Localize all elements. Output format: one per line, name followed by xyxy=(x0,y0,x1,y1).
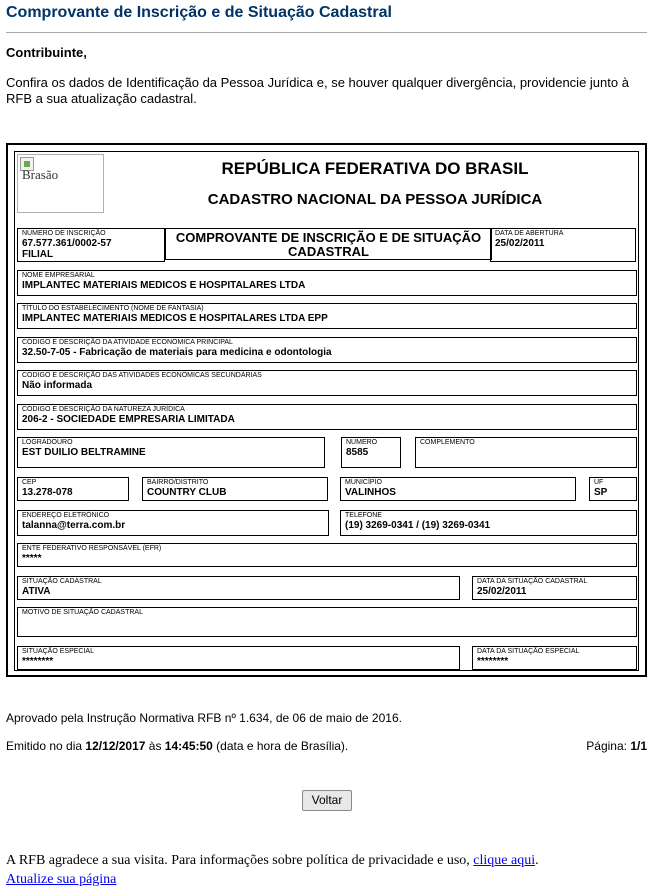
field-label: TELEFONE xyxy=(345,512,382,519)
field-titulo-estabelecimento xyxy=(17,303,637,329)
thanks-message: A RFB agradece a sua visita. Para informações sobre política de privacidade e uso, xyxy=(6,853,474,868)
certificate-header-cnpj: CADASTRO NACIONAL DA PESSOA JURÍDICA xyxy=(207,191,543,208)
field-label: COMPLEMENTO xyxy=(420,439,475,446)
field-numero-inscricao xyxy=(17,228,165,262)
certificate-header-republic: REPÚBLICA FEDERATIVA DO BRASIL xyxy=(221,159,529,178)
field-label: DATA DA SITUAÇÃO ESPECIAL xyxy=(477,648,580,655)
field-label: CÓDIGO E DESCRIÇÃO DA NATUREZA JURÍDICA xyxy=(22,406,185,413)
field-label: NÚMERO DE INSCRIÇÃO xyxy=(22,230,106,237)
field-value: 32.50-7-05 - Fabricação de materiais para medicina e odontologia xyxy=(22,347,332,358)
field-value: IMPLANTEC MATERIAIS MEDICOS E HOSPITALARES LTDA EPP xyxy=(22,313,328,324)
privacy-link[interactable]: clique aqui xyxy=(473,853,536,868)
field-atividade-principal xyxy=(17,337,637,363)
approval-note: Aprovado pela Instrução Normativa RFB nº 1.634, de 06 de maio de 2016. xyxy=(6,711,402,725)
field-label: SITUAÇÃO ESPECIAL xyxy=(22,648,94,655)
field-value: (19) 3269-0341 / (19) 3269-0341 xyxy=(345,520,491,531)
thanks-text xyxy=(6,853,539,869)
field-label: NÚMERO xyxy=(346,439,378,446)
field-label: MUNICÍPIO xyxy=(345,479,382,486)
field-value: 25/02/2011 xyxy=(495,238,545,249)
field-label: CEP xyxy=(22,479,37,486)
field-value: SP xyxy=(594,487,608,498)
field-bairro xyxy=(142,477,328,501)
field-value: ATIVA xyxy=(22,586,51,597)
field-value-secondary: FILIAL xyxy=(22,249,54,260)
field-numero xyxy=(341,437,401,468)
field-atividades-secundarias xyxy=(17,370,637,396)
field-label: ENDEREÇO ELETRÔNICO xyxy=(22,512,110,519)
page-title: Comprovante de Inscrição e de Situação Cadastral xyxy=(6,4,392,21)
field-cep xyxy=(17,477,129,501)
thanks-end: . xyxy=(535,853,539,868)
certificate-inner-frame xyxy=(14,151,639,671)
emission-prefix: Emitido no dia xyxy=(6,739,86,753)
field-telefone xyxy=(340,510,637,536)
field-data-situacao-especial xyxy=(472,646,637,670)
field-uf xyxy=(589,477,637,501)
field-value: 8585 xyxy=(346,447,369,458)
emission-suffix: (data e hora de Brasília). xyxy=(212,739,349,753)
page-value: 1/1 xyxy=(630,739,647,753)
field-natureza-juridica xyxy=(17,404,637,430)
field-label: DATA DA SITUAÇÃO CADASTRAL xyxy=(477,578,588,585)
back-button[interactable]: Voltar xyxy=(302,790,352,811)
field-label: UF xyxy=(594,479,604,486)
field-value: IMPLANTEC MATERIAIS MEDICOS E HOSPITALARES LTDA xyxy=(22,280,306,291)
page-indicator xyxy=(586,739,647,753)
field-value: 67.577.361/0002-57 xyxy=(22,238,112,249)
title-divider xyxy=(6,32,647,33)
emission-info xyxy=(6,739,348,753)
field-value: ******** xyxy=(477,656,509,667)
field-label: MOTIVO DE SITUAÇÃO CADASTRAL xyxy=(22,609,143,616)
field-label: LOGRADOURO xyxy=(22,439,73,446)
field-value: talanna@terra.com.br xyxy=(22,520,126,531)
emission-middle: às xyxy=(145,739,165,753)
field-logradouro xyxy=(17,437,325,468)
field-label: NOME EMPRESARIAL xyxy=(22,272,95,279)
coat-of-arms-image xyxy=(17,154,104,213)
page-label: Página: xyxy=(586,739,631,753)
field-motivo-situacao xyxy=(17,607,637,637)
field-label: TÍTULO DO ESTABELECIMENTO (NOME DE FANTASIA) xyxy=(22,305,204,312)
field-value: VALINHOS xyxy=(345,487,396,498)
field-situacao-cadastral xyxy=(17,576,460,600)
refresh-page-link[interactable]: Atualize sua página xyxy=(6,872,117,887)
field-nome-empresarial xyxy=(17,270,637,296)
field-value: 25/02/2011 xyxy=(477,586,527,597)
field-value: 206-2 - SOCIEDADE EMPRESARIA LIMITADA xyxy=(22,414,235,425)
intro-text: Confira os dados de Identificação da Pessoa Jurídica e, se houver qualquer divergência, providencie junto à RFB a sua atualização cadastral. xyxy=(6,75,629,106)
field-label: CÓDIGO E DESCRIÇÃO DAS ATIVIDADES ECONÔMICAS SECUNDÁRIAS xyxy=(22,372,262,379)
field-value: EST DUILIO BELTRAMINE xyxy=(22,447,146,458)
field-data-situacao-cadastral xyxy=(472,576,637,600)
field-value: COUNTRY CLUB xyxy=(147,487,227,498)
refresh-line xyxy=(6,872,116,888)
document-title: COMPROVANTE DE INSCRIÇÃO E DE SITUAÇÃO CADASTRAL xyxy=(165,228,492,260)
field-label: ENTE FEDERATIVO RESPONSÁVEL (EFR) xyxy=(22,545,162,552)
field-label: SITUAÇÃO CADASTRAL xyxy=(22,578,102,585)
field-situacao-especial xyxy=(17,646,460,670)
field-value: Não informada xyxy=(22,380,93,391)
field-municipio xyxy=(340,477,576,501)
field-email xyxy=(17,510,329,536)
field-complemento xyxy=(415,437,637,468)
coat-of-arms-alt-text: Brasão xyxy=(22,167,59,182)
emission-time: 14:45:50 xyxy=(164,739,213,753)
certificate-card xyxy=(6,143,647,677)
field-data-abertura xyxy=(490,228,636,262)
field-value: 13.278-078 xyxy=(22,487,73,498)
field-efr xyxy=(17,543,637,567)
emission-date: 12/12/2017 xyxy=(85,739,146,753)
field-value: ***** xyxy=(22,553,42,564)
field-label: BAIRRO/DISTRITO xyxy=(147,479,209,486)
greeting: Contribuinte, xyxy=(6,45,87,60)
field-label: CÓDIGO E DESCRIÇÃO DA ATIVIDADE ECONÔMICA PRINCIPAL xyxy=(22,339,233,346)
field-value: ******** xyxy=(22,656,54,667)
field-label: DATA DE ABERTURA xyxy=(495,230,564,237)
